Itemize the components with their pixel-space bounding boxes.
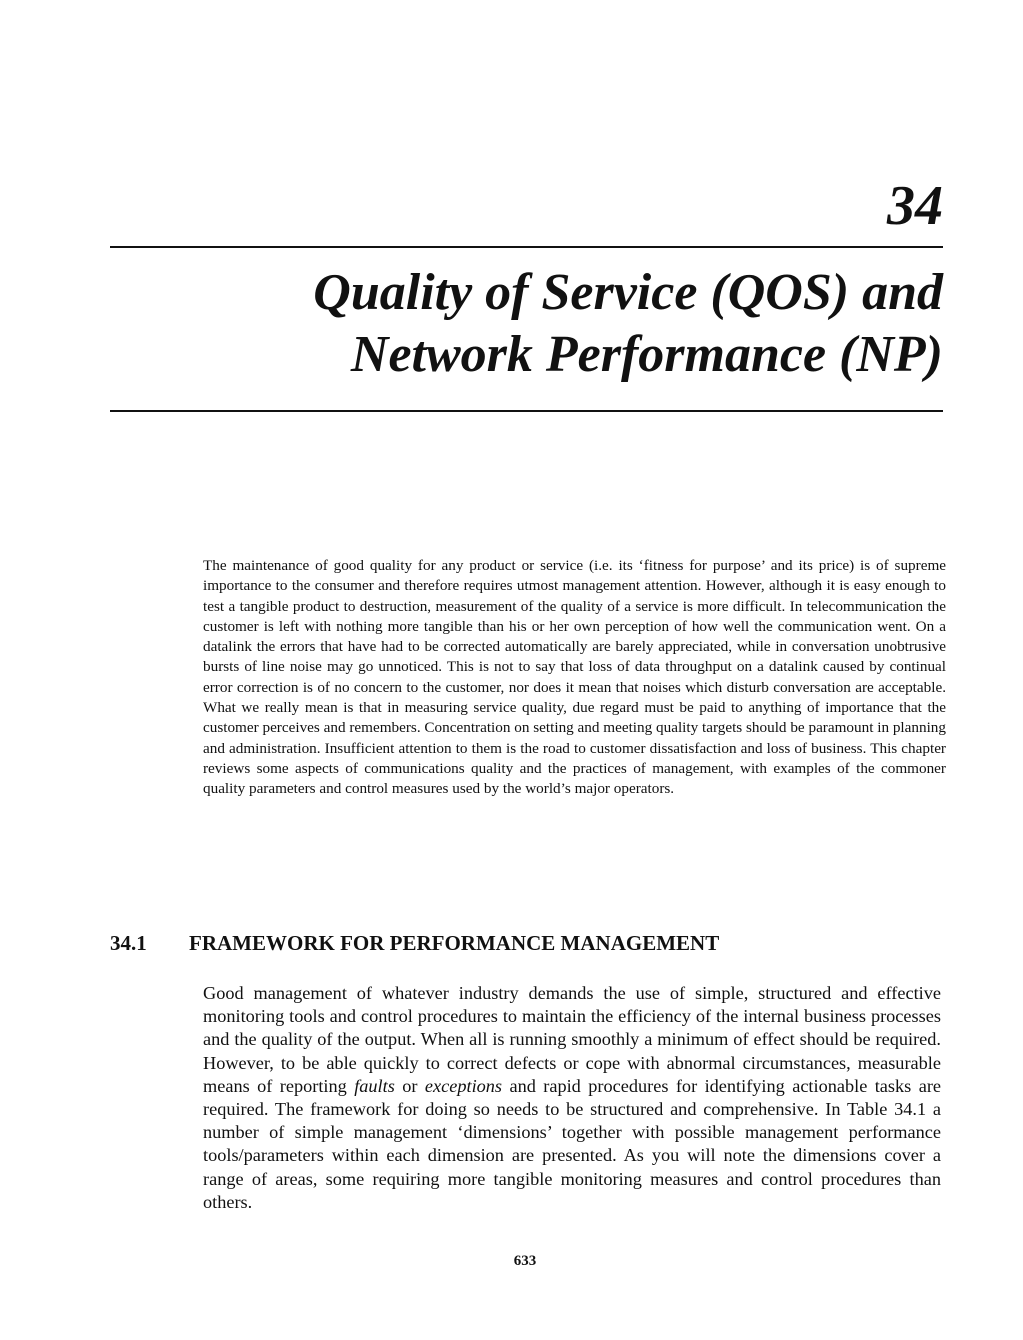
page-number: 633: [513, 1253, 537, 1269]
chapter-number: 34: [887, 175, 943, 237]
chapter-title-line-1: Quality of Service (QOS) and: [313, 264, 943, 321]
emphasis-exceptions: exceptions: [424, 1075, 503, 1096]
body-text-part-1: Good management of whatever industry demands the use of simple, structured and effective monitoring tools and control procedures to maintain the efficiency of the internal business processes and the quality of the output. When all is running smoothly a minimum of effect should be required. However, to be able quickly to correct defects or cope with abnormal circumstances, measurable means of reporting: [203, 983, 941, 1096]
bottom-rule: [110, 410, 943, 412]
top-rule: [110, 246, 943, 248]
emphasis-faults: faults: [354, 1075, 395, 1096]
body-text-part-3: and rapid procedures for identifying actionable tasks are required. The framework for doing so needs to be structured and comprehensive. In Table 34.1 a number of simple management ‘dimensions’ together with possible management performance tools/parameters within each dimension are presented. As you will note the dimensions cover a range of areas, some requiring more tangible monitoring measures and control procedures than others.: [203, 1075, 942, 1212]
section-body-paragraph: [203, 982, 941, 1214]
intro-paragraph: The maintenance of good quality for any product or service (i.e. its ‘fitness for purpose’ and its price) is of supreme importance to the consumer and therefore requires utmost management attention. However, although it is easy enough to test a tangible product to destruction, measurement of the quality of a service is more difficult. In telecommunication the customer is left with nothing more tangible than his or her own perception of how well the communication went. On a datalink the errors that have had to be corrected automatically are barely appreciated, while in conversation unobtrusive bursts of line noise may go unnoticed. This is not to say that loss of data throughput on a datalink caused by continual error correction is of no concern to the customer, nor does it mean that noises which disturb conversation are acceptable. What we really mean is that in measuring service quality, due regard must be paid to anything of importance that the customer perceives and remembers. Concentration on setting and meeting quality targets should be paramount in planning and administration. Insufficient attention to them is the road to customer dissatisfaction and loss of business. This chapter reviews some aspects of communications quality and the practices of management, with examples of the commoner quality parameters and control measures used by the world’s major operators.: [203, 557, 946, 798]
chapter-title: [183, 262, 943, 386]
section-title: FRAMEWORK FOR PERFORMANCE MANAGEMENT: [189, 931, 720, 955]
section-heading: [110, 930, 946, 956]
section-number: 34.1: [110, 931, 147, 955]
chapter-title-line-2: Network Performance (NP): [350, 326, 943, 383]
body-text-part-2: or: [394, 1075, 425, 1096]
